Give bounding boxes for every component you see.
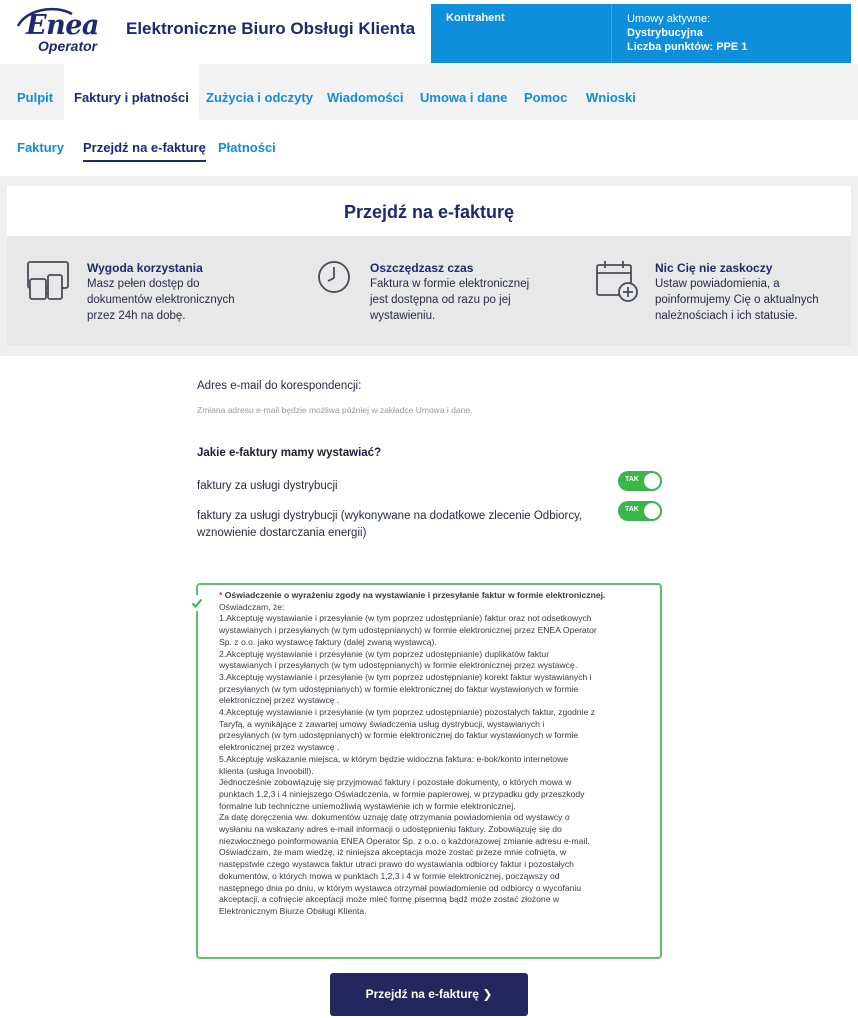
main-nav [0, 64, 858, 120]
check-icon [189, 595, 205, 611]
go-to-e-invoice-button[interactable] [330, 973, 528, 1016]
declaration-line: dokumentów, o których mowa w punktach 1,2,3 i 4 w formie elektronicznej, począwszy od [219, 870, 560, 881]
declaration-line: akceptacji, a cofnięcie akceptacji może mieć formę pisemną bądź może zostać złożone w [219, 894, 560, 905]
declaration-line: Oświadczam, że: [219, 601, 285, 612]
declaration-line: Elektronicznym Biurze Obsługi Klienta. [219, 905, 367, 916]
benefit-text [655, 276, 819, 324]
declaration-line: następstwie czego wystawca faktur utraci prawo do wystawiania odbiorcy faktur i pozostałych [219, 859, 574, 870]
nav-item-usage-readings[interactable]: Zużycia i odczyty [206, 90, 313, 105]
declaration-line: 5.Akceptuję wskazanie miejsca, w którym będzie widoczna faktura: e-bok/konto internetowe [219, 753, 569, 764]
benefit-title: Oszczędzasz czas [370, 261, 474, 275]
devices-icon [26, 259, 74, 303]
declaration-line: Oświadczam, że mam wiedzę, iż niniejsza akceptacja może zostać przeze mnie cofnięta, w [219, 847, 567, 858]
nav-item-invoices-payments[interactable]: Faktury i płatności [64, 64, 199, 120]
consent-declaration-text [219, 590, 655, 918]
logo-brand: Enea [26, 10, 99, 41]
required-mark: * [219, 590, 223, 600]
invoice-types-question: Jakie e-faktury mamy wystawiać? [197, 447, 382, 459]
clock-icon [316, 259, 352, 295]
benefit-title: Nic Cię nie zaskoczy [655, 261, 773, 275]
contract-type: Dystrybucyjna [627, 27, 703, 39]
declaration-line: wystawianych i przesyłanych (w tym udostępnianych) w formie elektronicznej przez ENEA Operator [219, 625, 597, 636]
benefit-line: jest dostępna od razu po jej [370, 294, 511, 306]
benefit-line: dokumentów elektronicznych [87, 294, 235, 306]
benefit-line: przez 24h na dobę. [87, 310, 186, 322]
nav-item-requests[interactable]: Wnioski [586, 90, 636, 105]
distribution-invoices-toggle[interactable] [618, 471, 662, 491]
declaration-line: niezwłocznego poinformowania ENEA Operator Sp. z o.o. o każdorazowej zmianie adresu e-mail. [219, 835, 590, 846]
chevron-right-icon: ❯ [482, 987, 493, 1001]
contracts-info [627, 12, 747, 54]
tab-e-invoice[interactable]: Przejdź na e-fakturę [83, 140, 206, 162]
toggle-label: TAK [625, 476, 639, 483]
nav-item-help[interactable]: Pomoc [524, 90, 568, 105]
contracts-label: Umowy aktywne: [627, 13, 711, 25]
declaration-lines [219, 602, 655, 918]
declaration-line: wysłaniu na wskazany adres e-mail informacji o udostępnieniu faktury. Zobowiązuję się do [219, 824, 562, 835]
option-line: wznowienie dostarczania energii) [197, 527, 367, 539]
declaration-title: Oświadczenie o wyrażeniu zgody na wystawianie i przesyłanie faktur w formie elektronicznej. [224, 590, 606, 600]
calendar-add-icon [594, 259, 640, 305]
declaration-line: przesyłanych (w tym udostępnianych) w formie elektronicznej do faktur wystawionych w formie [219, 683, 579, 694]
sub-nav [0, 120, 858, 176]
enea-operator-logo[interactable] [14, 6, 110, 58]
benefit-text [87, 276, 235, 324]
benefit-line: Ustaw powiadomienia, a [655, 278, 780, 290]
declaration-line: elektronicznej przez wystawcę . [219, 742, 340, 753]
email-hint: Zmiana adresu e-mail będzie możliwa później w zakładce Umowa i dane. [197, 405, 473, 415]
declaration-line: 4.Akceptuję wystawianie i przesyłanie (w tym poprzez udostępnianie) pozostałych faktur, zgodnie z [219, 707, 595, 718]
benefit-line: Faktura w formie elektronicznej [370, 278, 530, 290]
tab-payments[interactable]: Płatności [218, 140, 276, 155]
option-distribution-label: faktury za usługi dystrybucji [197, 480, 338, 492]
declaration-line: następnego dnia po dniu, w którym wystawca otrzymał powiadomienie od odbiorcy o wycofaniu [219, 882, 582, 893]
consent-checkbox[interactable] [189, 595, 205, 611]
benefit-line: Masz pełen dostęp do [87, 278, 200, 290]
declaration-line: Taryfą, a wynikające z zawartej umowy świadczenia usług dystrybucji, wystawianych i [219, 718, 545, 729]
additional-distribution-invoices-toggle[interactable] [618, 501, 662, 521]
account-divider [611, 4, 612, 63]
declaration-line: punktach 1,2,3 i 4 niniejszego Oświadczenia, w formie papierowej, w przypadku gdy przeszkody [219, 788, 585, 799]
declaration-line: elektronicznej przez wystawcę . [219, 695, 340, 706]
benefit-title: Wygoda korzystania [87, 261, 203, 275]
declaration-line: 1.Akceptuję wystawianie i przesyłanie (w tym poprzez udostępnianie) faktur oraz not odsetkowych [219, 613, 592, 624]
contractor-label[interactable]: Kontrahent [446, 12, 505, 24]
submit-label: Przejdź na e-fakturę [365, 987, 479, 1001]
toggle-knob [644, 473, 660, 489]
declaration-line: formalne lub techniczne uniemożliwią wystawienie ich w formie elektronicznej. [219, 800, 516, 811]
logo-sub: Operator [38, 38, 98, 54]
tab-invoices[interactable]: Faktury [17, 140, 64, 155]
nav-item-contract-data[interactable]: Umowa i dane [420, 90, 508, 105]
email-label: Adres e-mail do korespondencji: [197, 380, 362, 392]
benefit-line: poinformujemy Cię o aktualnych [655, 294, 819, 306]
option-additional-distribution-label [197, 508, 582, 542]
points-count: Liczba punktów: PPE 1 [627, 41, 748, 53]
declaration-line: Jednocześnie zobowiązuję się przyjmować faktury i pozostałe dokumenty, o których mowa w [219, 777, 572, 788]
declaration-line: przesyłanych (w tym udostępnianych) w formie elektronicznej do faktur wystawionych w formie [219, 730, 579, 741]
option-line: faktury za usługi dystrybucji (wykonywane na dodatkowe zlecenie Odbiorcy, [197, 510, 583, 522]
declaration-line: 2.Akceptuję wystawianie i przesyłanie (w tym poprzez udostępnianie) duplikatów faktur [219, 648, 550, 659]
declaration-line: Za datę doręczenia ww. dokumentów uznaję datę otrzymania powiadomienia od wystawcy o [219, 812, 570, 823]
nav-item-messages[interactable]: Wiadomości [327, 90, 404, 105]
benefit-line: wystawieniu. [370, 310, 436, 322]
nav-item-pulpit[interactable]: Pulpit [17, 90, 54, 105]
toggle-label: TAK [625, 506, 639, 513]
benefit-text [370, 276, 529, 324]
declaration-line: Sp. z o.o. jako wystawcę faktury (dalej zwaną wystawcą). [219, 636, 437, 647]
account-panel [431, 4, 851, 63]
declaration-line: 3.Akceptuję wystawianie i przesyłanie (w tym poprzez udostępnianie) korekt faktur wystawianych i [219, 671, 592, 682]
declaration-line: wystawianych i przesyłanych (w tym udostępnianych) w formie elektronicznej przez wystawcę. [219, 660, 578, 671]
declaration-line: klienta (usługa Invoobill). [219, 765, 314, 776]
toggle-knob [644, 503, 660, 519]
benefit-line: należnościach i ich statusie. [655, 310, 798, 322]
app-title: Elektroniczne Biuro Obsługi Klienta [126, 19, 416, 38]
header [0, 0, 858, 64]
page-title: Przejdź na e-fakturę [343, 202, 515, 222]
